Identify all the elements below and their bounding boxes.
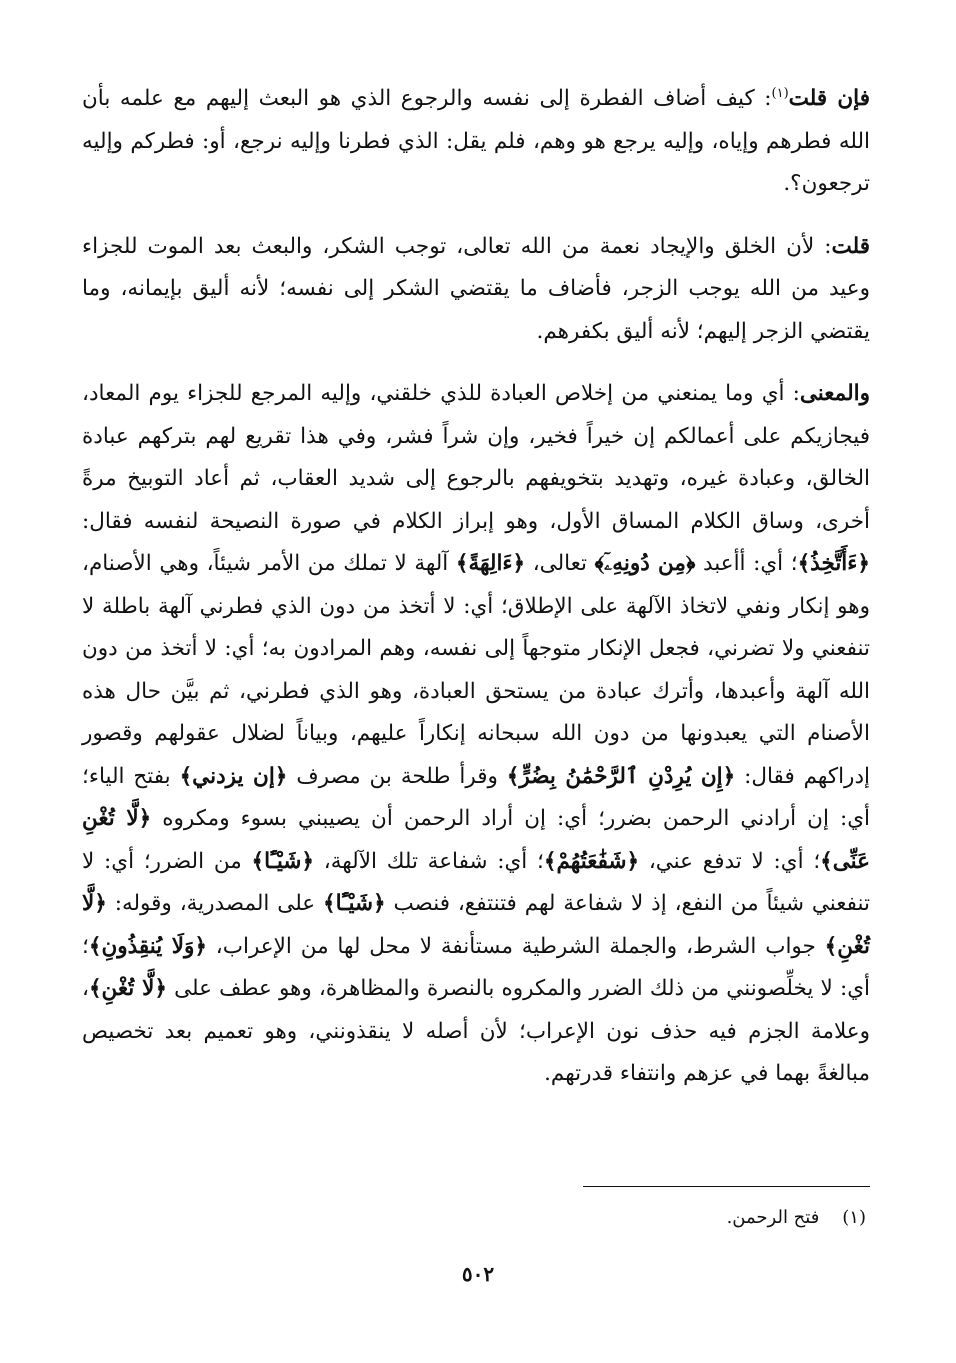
body-text: : لأن الخلق والإيجاد نعمة من الله تعالى، توجب الشكر، والبعث بعد الموت للجزاء وعيد من الله يوجب الزجر، فأضاف ما يقتضي الشكر إلى نفسه؛ لأنه أليق بإيمانه، وما يقتضي الزجر إليهم؛ لأنه أليق بكفرهم. <box>82 233 870 344</box>
quran-quote: ﴿لَّا تُغْنِ﴾ <box>82 891 870 959</box>
page-number: ٥٠٢ <box>461 1262 495 1286</box>
lead-word: قلت <box>831 233 870 259</box>
body-text: ؛ أي: لا يخلِّصونني من ذلك الضرر والمكروه بالنصرة والمظاهرة، وهو عطف على <box>82 933 871 1001</box>
quran-quote: ﴿وَلَا يُنقِذُونِ﴾ <box>88 933 207 959</box>
footnote-separator <box>583 1186 870 1187</box>
footnote-text: فتح الرحمن. <box>726 1207 820 1228</box>
lead-word: والمعنى <box>799 381 870 406</box>
body-text: على المصدرية، وقوله: <box>106 891 324 916</box>
quran-quote: ﴿ءَالِهَةً﴾ <box>455 551 526 576</box>
quran-quote: ﴿ءَأَتَّخِذُ﴾ <box>797 551 870 576</box>
lead-word: فإن قلت <box>788 86 870 111</box>
quran-quote: ﴿مِن دُونِهِۦٓ﴾ <box>594 551 696 576</box>
footnote <box>727 1204 866 1232</box>
quran-quote: ﴿إِن يُرِدْنِ ٱلرَّحْمَٰنُ بِضُرٍّ﴾ <box>506 763 736 789</box>
quran-quote: ﴿لَّا تُغْنِ عَنِّى﴾ <box>82 806 870 874</box>
quran-quote: ﴿لَّا تُغْنِ﴾ <box>88 976 167 1001</box>
quran-quote: ﴿شَيْـًٔا﴾ <box>251 848 315 874</box>
body-text: ؛ أي: لا تدفع عني، <box>639 848 821 874</box>
body-text: آلهة لا تملك من الأمر شيئاً، وهي الأصنام، وهو إنكار ونفي لاتخاذ الآلهة على الإطلاق؛ أي: لا أتخذ من دون الذي فطرني آلهة باطلة لا تنفعني ولا تضرني، فجعل الإنكار متوجهاً إلى نفسه، وهم المرادون به؛ أي: لا أتخذ من دون الله آلهة وأعبدها، وأترك عبادة من يستحق العبادة، وهو الذي فطرني، ثم بيَّن حال هذه الأصنام التي يعبدونها من دون الله سبحانه إنكاراً عليهم، وبياناً لضلال عقولهم وقصور إدراكهم فقال: <box>82 551 870 789</box>
body-text: ؛ أي: أأعبد <box>695 551 798 576</box>
quran-quote: ﴿شَيْـًٔا﴾ <box>323 891 386 916</box>
body-text: : أي وما يمنعني من إخلاص العبادة للذي خلقني، وإليه المرجع للجزاء يوم المعاد، فيجازيكم على أعمالكم إن خيراً فخير، وإن شراً فشر، وفي هذا تقريع لهم بتركهم عبادة الخالق، وعبادة غيره، وتهديد بتخويفهم بالرجوع إلى شديد العقاب، ثم أعاد التوبيخ مرةً أخرى، وساق الكلام المساق الأول، وهو إبراز الكلام في صورة النصيحة لنفسه فقال: <box>82 381 870 534</box>
paragraph-question <box>82 78 870 206</box>
body-text: ؛ أي: شفاعة تلك الآلهة، <box>314 848 544 874</box>
body-text: : كيف أضاف الفطرة إلى نفسه والرجوع الذي هو البعث إليهم مع علمه بأن الله فطرهم وإياه، وإليه يرجع هو وهم، فلم يقل: الذي فطرنا وإليه نرجع، أو: فطركم وإليه ترجعون؟. <box>82 86 870 196</box>
footnote-marker: (١) <box>842 1207 866 1228</box>
body-text: وقرأ طلحة بن مصرف <box>287 763 507 789</box>
footnote-reference: (١) <box>771 85 789 101</box>
paragraph-answer <box>82 226 870 354</box>
quran-quote: ﴿شَفَٰعَتُهُمْ﴾ <box>543 848 640 874</box>
body-text: ، وعلامة الجزم فيه حذف نون الإعراب؛ لأن أصله لا ينقذونني، وهو تعميم بعد تخصيص مبالغةً بهما في عزهم وانتفاء قدرتهم. <box>82 976 870 1086</box>
body-text: تعالى، <box>525 551 595 576</box>
paragraph-meaning <box>82 373 870 1096</box>
body-text: جواب الشرط، والجملة الشرطية مستأنفة لا محل لها من الإعراب، <box>206 933 825 959</box>
body-text: من الضرر؛ أي: لا تنفعني شيئاً من النفع، إذ لا شفاعة لهم فتنتفع، فنصب <box>82 848 870 916</box>
quran-quote: ﴿إن يزدني﴾ <box>179 763 288 789</box>
page-body <box>82 78 870 1116</box>
body-text: بفتح الياء؛ أي: إن أرادني الرحمن بضرر؛ أي: إن أراد الرحمن أن يصيبني بسوء ومكروه <box>82 763 870 831</box>
